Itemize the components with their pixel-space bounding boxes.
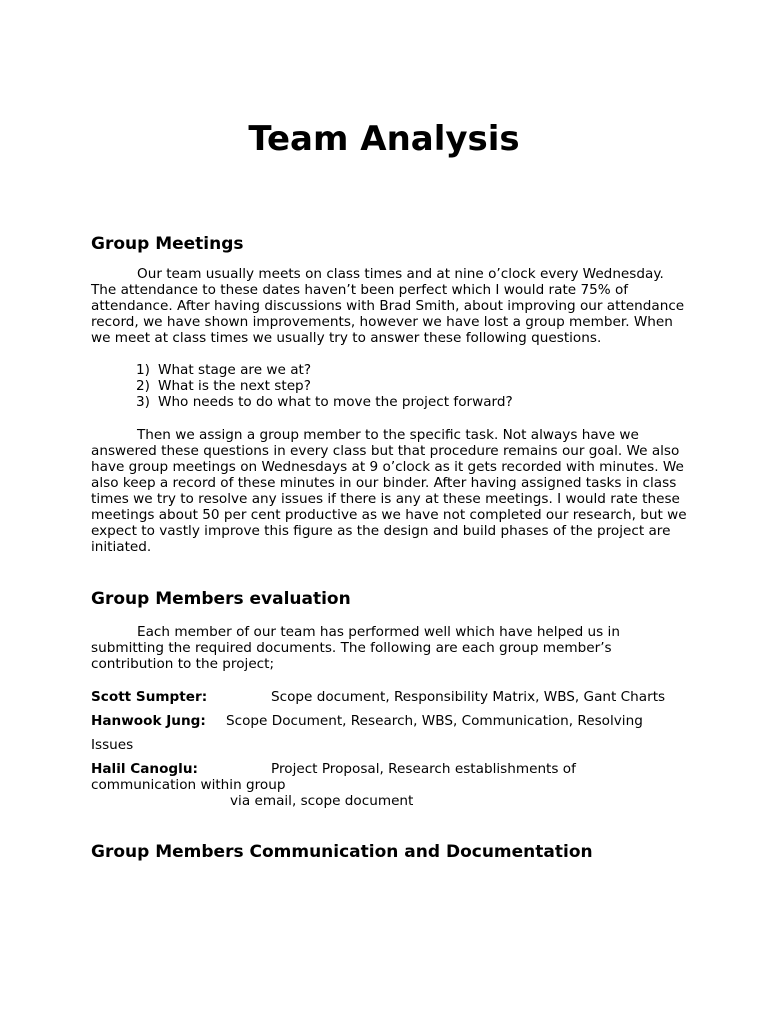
member-name-halil: Halil Canoglu: xyxy=(91,761,198,777)
member-contribution-halil-continued: communication within group xyxy=(91,777,286,793)
member-contribution-halil-continued-2: via email, scope document xyxy=(230,793,414,809)
group-meetings-paragraph-1: Our team usually meets on class times and at nine o’clock every Wednesday. The attendance to these dates haven’t been perfect which I would rate 75% of attendance. After having discussions with Brad Smith, about improving our attendance record, we have shown improvements, however we have lost a group member. When we meet at class times we usually try to answer these following questions. xyxy=(91,266,685,346)
members-evaluation-paragraph: Each member of our team has performed well which have helped us in submitting the required documents. The following are each group member’s contribution to the project; xyxy=(91,624,620,672)
section-heading-members-evaluation: Group Members evaluation xyxy=(91,589,351,609)
document-title: Team Analysis xyxy=(248,119,520,159)
member-name-scott: Scott Sumpter: xyxy=(91,689,208,705)
meeting-questions-list xyxy=(136,362,513,410)
member-name-hanwook: Hanwook Jung: xyxy=(91,713,206,729)
list-item: 2) What is the next step? xyxy=(136,378,311,394)
section-heading-communication-documentation: Group Members Communication and Documentation xyxy=(91,842,593,862)
member-contribution-halil: Project Proposal, Research establishments of xyxy=(271,761,576,777)
section-heading-group-meetings: Group Meetings xyxy=(91,234,244,254)
group-meetings-paragraph-2: Then we assign a group member to the specific task. Not always have we answered these questions in every class but that procedure remains our goal. We also have group meetings on Wednesdays at 9 o’clock as it gets recorded with minutes. We also keep a record of these minutes in our binder. After having assigned tasks in class times we try to resolve any issues if there is any at these meetings. I would rate these meetings about 50 per cent productive as we have not completed our research, but we expect to vastly improve this figure as the design and build phases of the project are initiated. xyxy=(91,427,687,555)
list-item: 1) What stage are we at? xyxy=(136,362,312,378)
member-contribution-scott: Scope document, Responsibility Matrix, WBS, Gant Charts xyxy=(271,689,666,705)
list-item: 3) Who needs to do what to move the project forward? xyxy=(136,394,513,410)
member-contribution-hanwook: Scope Document, Research, WBS, Communication, Resolving xyxy=(226,713,643,729)
member-contribution-hanwook-continued: Issues xyxy=(91,737,134,753)
